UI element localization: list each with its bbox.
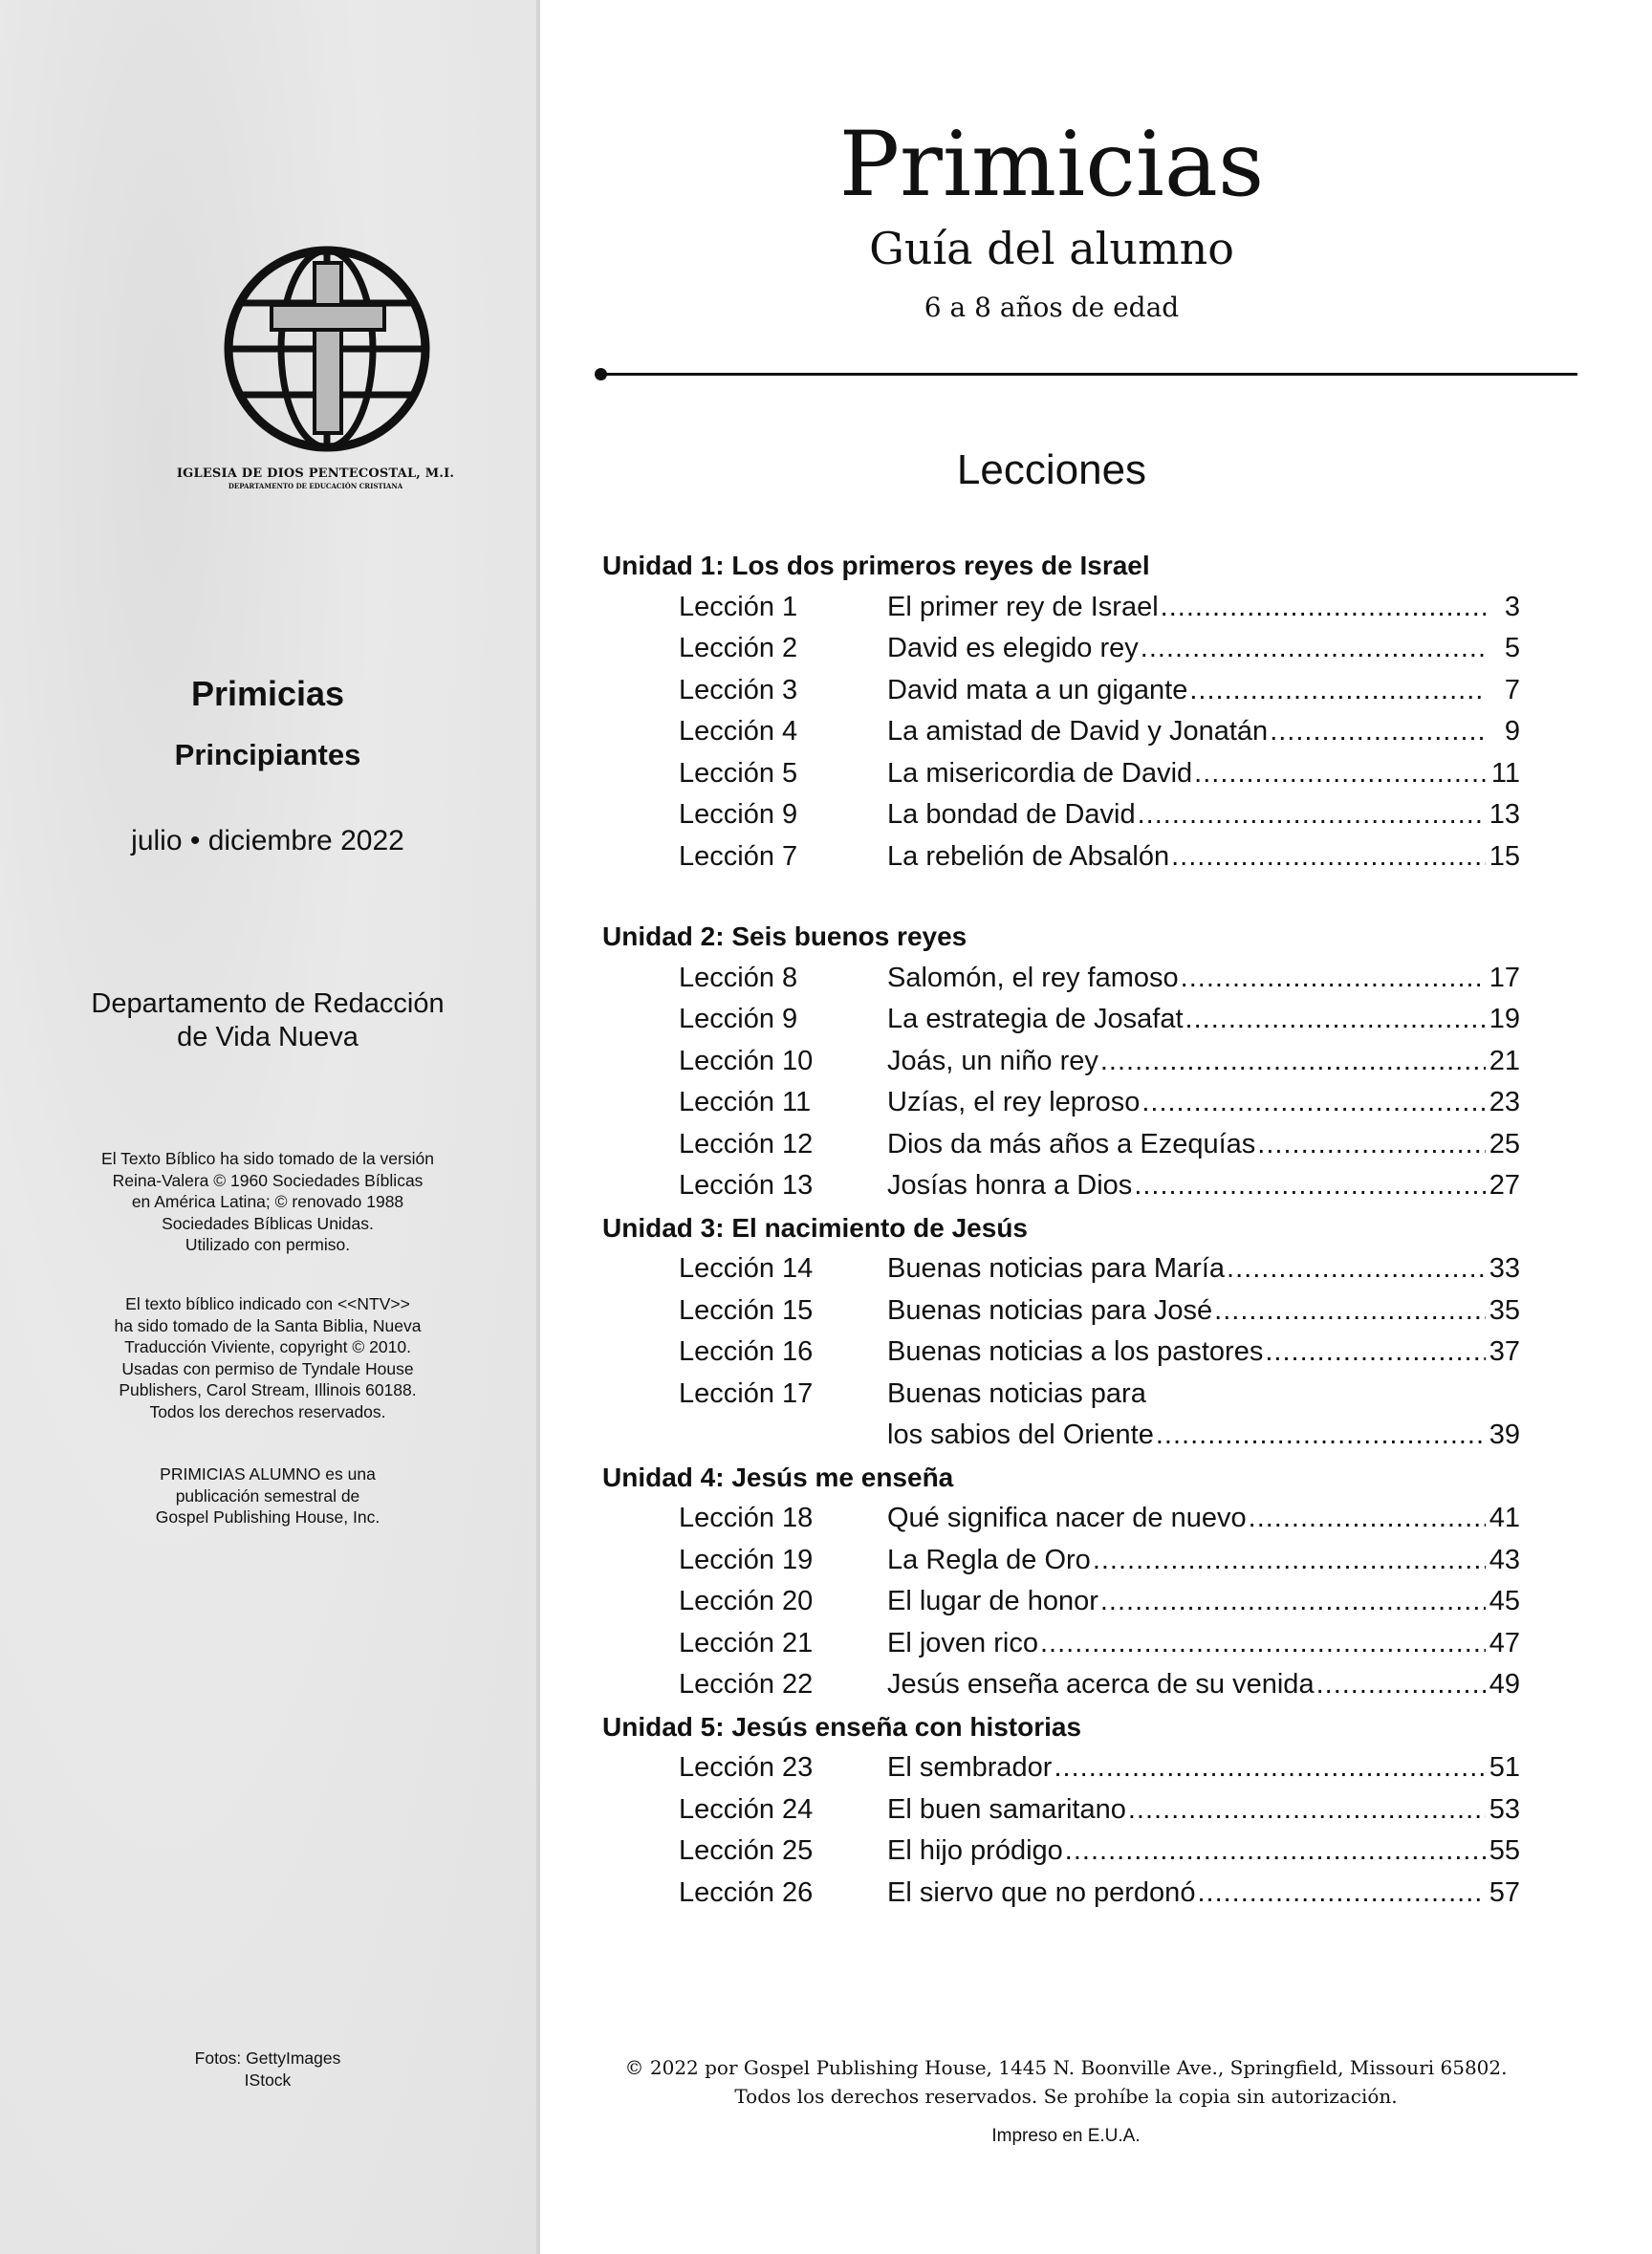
lesson-title: Buenas noticias a los pastores [887, 1336, 1264, 1367]
dot-leader [1136, 794, 1486, 836]
lesson-page: 7 [1504, 674, 1520, 705]
lesson-number: Lección 5 [679, 757, 798, 789]
lesson-page: 21 [1489, 1045, 1520, 1076]
unit-heading: Unidad 2: Seis buenos reyes [602, 921, 967, 951]
lesson-number: Lección 12 [679, 1128, 814, 1160]
printed-in: Impreso en E.U.A. [991, 2126, 1141, 2146]
lesson-page: 15 [1489, 840, 1520, 872]
legal-line: El Texto Bíblico ha sido tomado de la versión [101, 1149, 434, 1168]
lesson-title: Dios da más años a Ezequías [887, 1128, 1256, 1160]
lesson-number: Lección 16 [679, 1336, 814, 1367]
lesson-page: 39 [1489, 1420, 1520, 1450]
lesson-page: 23 [1489, 1087, 1520, 1117]
dot-leader [1195, 1873, 1486, 1915]
lesson-title-wrap [887, 587, 1486, 629]
lesson-number: Lección 7 [679, 840, 798, 872]
lesson-title-wrap [887, 1747, 1486, 1789]
edition-date: julio • diciembre 2022 [131, 825, 404, 856]
lesson-row [602, 628, 1520, 670]
dot-leader [1179, 958, 1486, 1000]
org-name: IGLESIA DE DIOS PENTECOSTAL, M.I. [176, 466, 455, 481]
legal-line: ha sido tomado de la Santa Biblia, Nueva [114, 1315, 422, 1335]
legal-line: Sociedades Bíblicas Unidas. [162, 1213, 374, 1233]
dot-leader [1126, 1789, 1486, 1831]
lesson-page: 5 [1504, 633, 1520, 663]
lesson-title-wrap [887, 1789, 1486, 1831]
lesson-row [602, 1374, 1520, 1416]
lesson-title-wrap [887, 1082, 1486, 1124]
unit-heading: Unidad 4: Jesús me enseña [602, 1462, 954, 1492]
lesson-row [602, 587, 1520, 629]
lesson-row [602, 1332, 1520, 1374]
legal-line: Usadas con permiso de Tyndale House [121, 1358, 414, 1378]
dot-leader [1063, 1831, 1486, 1873]
lesson-page [1486, 1374, 1520, 1416]
dot-leader [1159, 587, 1486, 629]
dept-line: de Vida Nueva [177, 1021, 359, 1052]
lesson-title-wrap [887, 711, 1486, 753]
legal-line: en América Latina; © renovado 1988 [131, 1192, 404, 1211]
lesson-row [602, 1623, 1520, 1665]
lesson-page: 43 [1489, 1544, 1520, 1575]
editorial-department [38, 987, 497, 1054]
lesson-page: 17 [1489, 962, 1520, 993]
lesson-title-wrap [887, 1540, 1486, 1582]
lesson-number: Lección 25 [679, 1835, 814, 1866]
dot-leader [1187, 670, 1486, 712]
lesson-title-wrap [887, 836, 1486, 878]
publication-note [38, 1463, 497, 1528]
lesson-page: 37 [1489, 1336, 1520, 1367]
lesson-title-wrap [887, 1165, 1486, 1207]
dot-leader [1154, 1415, 1486, 1457]
lesson-row [602, 753, 1520, 795]
lesson-title-wrap [887, 628, 1486, 670]
lesson-title: Jesús enseña acerca de su venida [887, 1669, 1315, 1700]
lesson-page: 51 [1489, 1752, 1520, 1783]
lesson-page: 55 [1489, 1835, 1520, 1866]
dot-leader [1140, 1082, 1486, 1124]
dot-leader [1315, 1664, 1486, 1706]
lesson-row [602, 1290, 1520, 1333]
lesson-page: 57 [1489, 1876, 1520, 1908]
lesson-page: 11 [1490, 757, 1520, 789]
lesson-row [602, 1124, 1520, 1166]
lesson-row [602, 1789, 1520, 1831]
lesson-row [602, 1581, 1520, 1623]
lesson-title: Salomón, el rey famoso [887, 962, 1179, 993]
lesson-number: Lección 1 [679, 591, 798, 622]
lesson-title-wrap [887, 1623, 1486, 1665]
credit-line: IStock [244, 2070, 292, 2090]
lesson-title-wrap [887, 1124, 1486, 1166]
lesson-title: Joás, un niño rey [887, 1045, 1098, 1076]
legal-line: Todos los derechos reservados. [149, 1401, 386, 1421]
lesson-number: Lección 18 [679, 1503, 814, 1533]
lesson-title: El primer rey de Israel [887, 591, 1159, 622]
lesson-page: 49 [1489, 1669, 1520, 1700]
lesson-number: Lección 19 [679, 1544, 814, 1575]
lesson-title: La misericordia de David [887, 757, 1193, 789]
dot-leader [1132, 1165, 1486, 1207]
lesson-page: 35 [1489, 1294, 1520, 1326]
lesson-title-wrap [887, 1374, 1486, 1416]
dept-line: Departamento de Redacción [91, 988, 445, 1019]
lesson-page: 45 [1489, 1586, 1520, 1616]
table-of-contents [602, 545, 1520, 1914]
dot-leader [1268, 711, 1486, 753]
lesson-number: Lección 15 [679, 1294, 814, 1326]
lesson-number: Lección 3 [679, 674, 798, 705]
lesson-row [602, 1082, 1520, 1124]
bible-copyright-rvr [38, 1148, 497, 1256]
legal-line: Gospel Publishing House, Inc. [155, 1507, 380, 1527]
lesson-title: David mata a un gigante [887, 674, 1188, 705]
lesson-number: Lección 24 [679, 1793, 814, 1825]
dot-leader [1263, 1332, 1486, 1374]
lesson-title: Qué significa nacer de nuevo [887, 1503, 1247, 1533]
page-title: Primicias [838, 113, 1265, 217]
lesson-number: Lección 4 [679, 716, 798, 747]
lesson-number: Lección 26 [679, 1876, 814, 1908]
lesson-number: Lección 11 [679, 1087, 812, 1117]
dot-leader [1247, 1498, 1486, 1540]
lesson-number: Lección 13 [679, 1170, 814, 1201]
lesson-title: Josías honra a Dios [887, 1170, 1133, 1201]
lesson-title: Buenas noticias para José [887, 1294, 1213, 1326]
lesson-number: Lección 22 [679, 1669, 814, 1700]
dot-leader [1212, 1290, 1486, 1333]
lesson-number: Lección 9 [679, 799, 798, 830]
lesson-title: David es elegido rey [887, 633, 1139, 663]
lesson-title: El sembrador [887, 1752, 1053, 1783]
bible-copyright-ntv [38, 1293, 497, 1422]
lesson-page: 25 [1489, 1128, 1520, 1160]
lesson-number: Lección 23 [679, 1752, 814, 1783]
legal-line: publicación semestral de [175, 1485, 360, 1506]
lesson-number: Lección 2 [679, 633, 798, 663]
lesson-page: 53 [1489, 1793, 1520, 1825]
unit-heading: Unidad 1: Los dos primeros reyes de Israel [602, 551, 1150, 580]
credit-line: Fotos: GettyImages [194, 2048, 341, 2068]
lesson-row [602, 1498, 1520, 1540]
lesson-title-wrap [887, 1290, 1486, 1333]
copyright-line: © 2022 por Gospel Publishing House, 1445 N. Boonville Ave., Springfield, Missouri 65802. [624, 2056, 1508, 2079]
lesson-title-wrap [887, 670, 1486, 712]
sidebar-panel [0, 0, 540, 2254]
legal-line: PRIMICIAS ALUMNO es una [160, 1464, 376, 1484]
dot-leader [1038, 1623, 1486, 1665]
dot-leader [1052, 1747, 1486, 1789]
lesson-number: Lección 14 [679, 1253, 814, 1284]
legal-line: El texto bíblico indicado con <<NTV>> [125, 1294, 410, 1313]
lesson-row [602, 999, 1520, 1041]
lesson-title-wrap [887, 1498, 1486, 1540]
church-globe-cross-logo [222, 244, 432, 454]
lesson-row [602, 1831, 1520, 1873]
lesson-row [602, 1873, 1520, 1915]
sidebar-subtitle: Principiantes [174, 738, 361, 771]
dot-leader [1184, 999, 1486, 1041]
lesson-page: 19 [1489, 1004, 1520, 1034]
lesson-title-wrap [887, 753, 1486, 795]
legal-line: Utilizado con permiso. [185, 1235, 351, 1254]
lesson-title-wrap [887, 958, 1486, 1000]
lesson-number: Lección 10 [679, 1045, 814, 1076]
lesson-number: Lección 17 [679, 1377, 814, 1409]
lesson-row [602, 958, 1520, 1000]
legal-line: Traducción Viviente, copyright © 2010. [124, 1337, 411, 1356]
lesson-title: La rebelión de Absalón [887, 840, 1170, 872]
lesson-title-wrap [887, 999, 1486, 1041]
divider-rule [600, 373, 1577, 376]
lesson-page: 13 [1489, 799, 1520, 830]
lesson-row [602, 711, 1520, 753]
lesson-title: La estrategia de Josafat [887, 1004, 1184, 1034]
legal-line: Reina-Valera © 1960 Sociedades Bíblicas [112, 1170, 424, 1190]
lesson-page: 27 [1489, 1170, 1520, 1201]
dot-leader [1192, 753, 1486, 795]
legal-line: Publishers, Carol Stream, Illinois 60188. [119, 1380, 417, 1399]
lesson-row [602, 1540, 1520, 1582]
org-department: DEPARTAMENTO DE EDUCACIÓN CRISTIANA [228, 482, 403, 490]
lesson-number: Lección 21 [679, 1627, 814, 1658]
church-organization [163, 466, 468, 490]
lesson-page: 41 [1489, 1503, 1520, 1533]
sidebar-title: Primicias [190, 674, 345, 713]
copyright-line: Todos los derechos reservados. Se prohíbe la copia sin autorización. [734, 2085, 1398, 2108]
lesson-row [602, 670, 1520, 712]
dot-leader [1098, 1581, 1486, 1623]
lesson-title-wrap [887, 1581, 1486, 1623]
dot-leader [1139, 628, 1486, 670]
lesson-title-wrap [887, 1248, 1486, 1290]
lesson-title: los sabios del Oriente [887, 1420, 1154, 1450]
lesson-title-wrap [887, 1831, 1486, 1873]
lessons-heading: Lecciones [956, 446, 1147, 493]
lesson-page: 33 [1489, 1253, 1520, 1284]
lesson-page: 47 [1489, 1627, 1520, 1658]
dot-leader [1091, 1540, 1486, 1582]
lesson-title-wrap [887, 1041, 1486, 1083]
photo-credits [124, 2048, 411, 2091]
lesson-title: La Regla de Oro [887, 1544, 1091, 1575]
lesson-row [602, 1415, 1520, 1457]
dot-leader [1255, 1124, 1486, 1166]
lesson-title: Buenas noticias para María [887, 1253, 1226, 1284]
lesson-title-wrap [887, 1873, 1486, 1915]
lesson-title: El joven rico [887, 1627, 1038, 1658]
lesson-row [602, 1248, 1520, 1290]
dot-leader [1169, 836, 1486, 878]
lesson-number: Lección 8 [679, 962, 798, 993]
lesson-title-wrap [887, 1415, 1486, 1457]
lesson-row [602, 836, 1520, 878]
lesson-row [602, 1165, 1520, 1207]
lesson-title: El lugar de honor [887, 1586, 1098, 1616]
page-subtitle: Guía del alumno [869, 223, 1234, 274]
lesson-page: 3 [1504, 591, 1520, 622]
lesson-title-wrap [887, 794, 1486, 836]
unit-heading: Unidad 3: El nacimiento de Jesús [602, 1212, 1029, 1243]
dot-leader [1225, 1248, 1486, 1290]
lesson-title: La bondad de David [887, 799, 1136, 830]
lesson-title: El buen samaritano [887, 1793, 1126, 1825]
lesson-row [602, 1664, 1520, 1706]
lesson-row [602, 1041, 1520, 1083]
age-range: 6 a 8 años de edad [924, 292, 1180, 323]
lesson-title: Uzías, el rey leproso [887, 1087, 1141, 1117]
lesson-title-wrap [887, 1664, 1486, 1706]
lesson-row [602, 794, 1520, 836]
lesson-row [602, 1747, 1520, 1789]
dot-leader [1098, 1041, 1486, 1083]
lesson-title: La amistad de David y Jonatán [887, 716, 1269, 747]
lesson-title: El siervo que no perdonó [887, 1876, 1196, 1908]
lesson-number: Lección 20 [679, 1586, 814, 1616]
lesson-title: Buenas noticias para [887, 1377, 1146, 1409]
lesson-number: Lección 9 [679, 1004, 798, 1034]
lesson-title: El hijo pródigo [887, 1835, 1063, 1866]
unit-heading: Unidad 5: Jesús enseña con historias [602, 1711, 1082, 1742]
lesson-page: 9 [1504, 716, 1520, 747]
copyright-notice [612, 2053, 1520, 2111]
lesson-title-wrap [887, 1332, 1486, 1374]
